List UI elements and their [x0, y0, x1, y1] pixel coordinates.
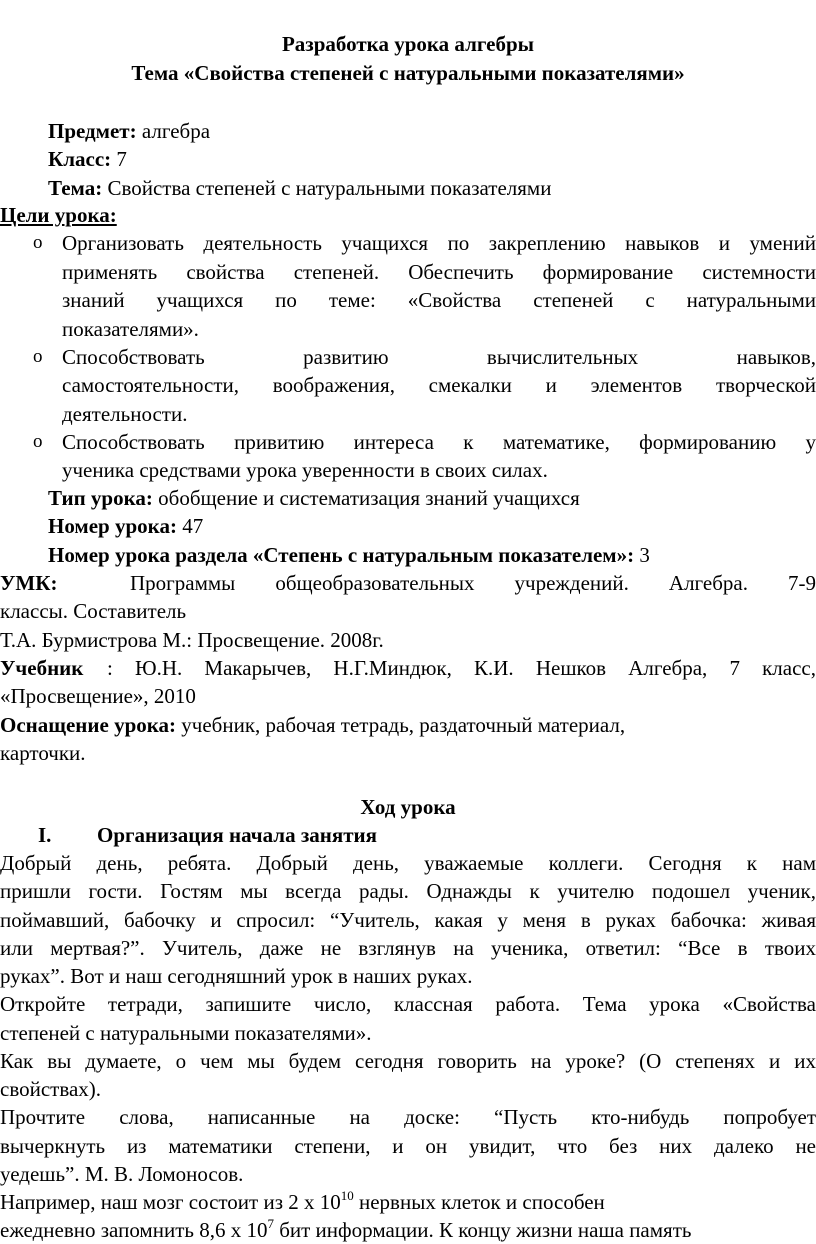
goal-2-line-3: деятельности. [62, 402, 188, 426]
goal-1-line-4: показателями». [62, 317, 199, 341]
subject-line [48, 117, 210, 145]
p3-line-2: свойствах). [0, 1077, 102, 1101]
equipment-value: учебник, рабочая тетрадь, раздаточный материал, [176, 713, 626, 737]
p2-line-2: степеней с натуральными показателями». [0, 1021, 372, 1045]
subject-value: алгебра [136, 119, 211, 143]
lesson-type-value: обобщение и систематизация знаний учащихся [152, 486, 580, 510]
section-lesson-value: 3 [634, 543, 650, 567]
lesson-number-value: 47 [176, 514, 204, 538]
p5-exponent-2: 7 [267, 1216, 274, 1231]
grade-value: 7 [111, 147, 127, 171]
p4-line-2: вычеркнуть из математики степени, и он увидит, что без них далеко не [0, 1134, 816, 1158]
grade-line [48, 145, 127, 173]
p5-exponent-1: 10 [340, 1188, 354, 1203]
p5-text-c: ежедневно запомнить 8,6 х 10 [0, 1218, 268, 1242]
course-heading: Ход урока [360, 795, 456, 819]
p5-line-1 [0, 1188, 605, 1216]
equipment-line-1 [0, 711, 625, 739]
p1-line-2: пришли гости. Гостям мы всегда рады. Однажды к учителю подошел ученик, [0, 879, 816, 903]
p1-line-1: Добрый день, ребята. Добрый день, уважаемые коллеги. Сегодня к нам [0, 851, 816, 875]
p2-line-1: Откройте тетради, запишите число, классная работа. Тема урока «Свойства [0, 992, 816, 1016]
p4-line-3: уедешь”. М. В. Ломоносов. [0, 1162, 244, 1186]
p1-line-4: или мертвая?”. Учитель, даже не взглянув на ученика, ответил: “Все в твоих [0, 936, 816, 960]
stage-title: Организация начала занятия [97, 823, 377, 847]
lesson-type-label: Тип урока: [48, 486, 153, 510]
goal-1-line-2: применять свойства степеней. Обеспечить формирование системности [62, 260, 816, 284]
umk-line-1: Программы общеобразовательных учреждений. Алгебра. 7-9 [130, 571, 816, 595]
section-lesson-label: Номер урока раздела «Степень с натуральным показателем»: [48, 543, 635, 567]
goal-2-line-2: самостоятельности, воображения, смекалки и элементов творческой [62, 373, 816, 397]
goal-1-line-3: знаний учащихся по теме: «Свойства степеней с натуральными [62, 288, 816, 312]
textbook-line-2: «Просвещение», 2010 [0, 684, 196, 708]
p5-text-b: нервных клеток и способен [353, 1190, 605, 1214]
p3-line-1: Как вы думаете, о чем мы будем сегодня говорить на уроке? (О степенях и их [0, 1049, 816, 1073]
p1-line-5: руках”. Вот и наш сегодняшний урок в наших руках. [0, 964, 473, 988]
document-title: Разработка урока алгебры [281, 32, 535, 56]
textbook-label: Учебник [0, 656, 84, 680]
topic-value: Свойства степеней с натуральными показателями [102, 176, 552, 200]
goal-3-line-2: ученика средствами урока уверенности в своих силах. [62, 458, 548, 482]
umk-label: УМК: [0, 571, 58, 595]
topic-label: Тема: [48, 176, 103, 200]
umk-line-3: Т.А. Бурмистрова М.: Просвещение. 2008г. [0, 628, 384, 652]
grade-label: Класс: [48, 147, 112, 171]
goals-heading: Цели урока: [0, 203, 117, 227]
topic-line [48, 174, 551, 202]
goal-2-line-1: Способствовать развитию вычислительных навыков, [62, 345, 816, 369]
p5-text-d: бит информации. К концу жизни наша память [273, 1218, 692, 1242]
subject-label: Предмет: [48, 119, 137, 143]
p1-line-3: поймавший, бабочку и спросил: “Учитель, какая у меня в руках бабочка: живая [0, 908, 816, 932]
goal-bullet-2: o [33, 346, 43, 367]
p4-line-1: Прочтите слова, написанные на доске: “Пусть кто-нибудь попробует [0, 1105, 816, 1129]
umk-line-2: классы. Составитель [0, 599, 187, 623]
lesson-number-line [48, 512, 203, 540]
textbook-line-1: : Ю.Н. Макарычев, Н.Г.Миндюк, К.И. Нешков Алгебра, 7 класс, [107, 656, 816, 680]
goal-bullet-3: o [33, 431, 43, 452]
equipment-line-2: карточки. [0, 741, 86, 765]
lesson-type-line [48, 484, 580, 512]
stage-number: I. [38, 823, 52, 847]
goal-bullet-1: o [33, 232, 43, 253]
equipment-label: Оснащение урока: [0, 713, 177, 737]
goal-3-line-1: Способствовать привитию интереса к математике, формированию у [62, 430, 816, 454]
lesson-number-label: Номер урока: [48, 514, 177, 538]
section-lesson-line [48, 541, 650, 569]
lesson-topic-heading: Тема «Свойства степеней с натуральными показателями» [131, 61, 685, 85]
p5-text-a: Например, наш мозг состоит из 2 х 10 [0, 1190, 341, 1214]
goal-1-line-1: Организовать деятельность учащихся по закреплению навыков и умений [62, 231, 816, 255]
